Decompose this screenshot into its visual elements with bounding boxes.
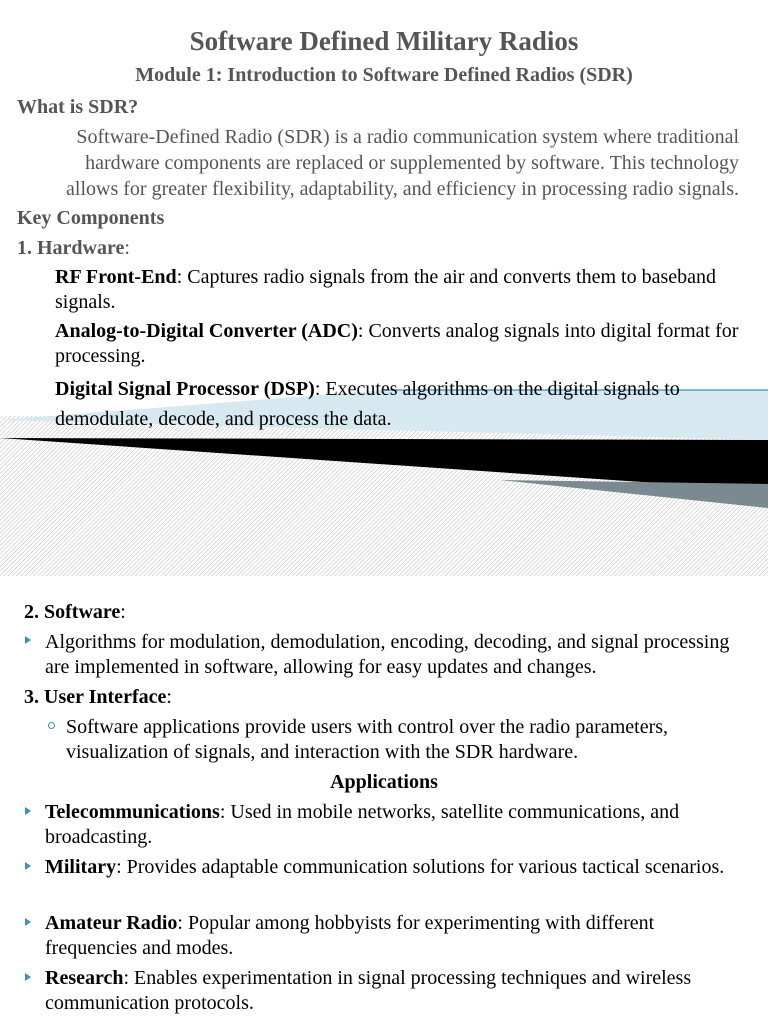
- software-heading: [24, 600, 126, 625]
- applications-heading: Applications: [330, 771, 438, 793]
- component-description: : Executes algorithms on the digital signals to demodulate, decode, and process the data.: [55, 378, 680, 430]
- component-term: Analog-to-Digital Converter (ADC): [55, 320, 358, 342]
- application-item-military: [45, 855, 745, 880]
- component-rf-front-end: [55, 265, 745, 315]
- application-description: : Popular among hobbyists for experimenting with different frequencies and modes.: [45, 912, 655, 959]
- application-description: : Provides adaptable communication solutions for various tactical scenarios.: [116, 856, 725, 878]
- triangle-bullet-icon: [25, 918, 31, 926]
- user-interface-item: Software applications provide users with control over the radio parameters, visualization of signals, and interaction with the SDR hardware.: [66, 716, 669, 763]
- user-interface-heading: [24, 685, 172, 710]
- application-item-research: [45, 966, 760, 1016]
- slide-2: [0, 576, 768, 1024]
- application-item-telecommunications: [45, 800, 745, 850]
- component-adc: [55, 319, 745, 369]
- component-description: : Captures radio signals from the air and converts them to baseband signals.: [55, 266, 716, 313]
- component-term: RF Front-End: [55, 266, 177, 288]
- intro-paragraph: [17, 124, 739, 202]
- hardware-heading-label: 1. Hardware: [17, 237, 125, 259]
- circle-bullet-icon: [48, 722, 55, 729]
- component-dsp: [55, 374, 745, 434]
- hardware-heading-colon: :: [124, 237, 130, 259]
- application-term: Military: [45, 856, 117, 878]
- application-item-amateur-radio: [45, 911, 745, 961]
- key-components-heading: Key Components: [17, 207, 165, 229]
- component-term: Digital Signal Processor (DSP): [55, 378, 315, 400]
- application-description: : Used in mobile networks, satellite communications, and broadcasting.: [45, 801, 680, 848]
- what-is-sdr-heading: What is SDR?: [17, 96, 139, 118]
- software-item: Algorithms for modulation, demodulation, encoding, decoding, and signal processing are implemented in software, allowing for easy updates and changes.: [45, 631, 730, 678]
- triangle-bullet-icon: [25, 973, 31, 981]
- software-heading-label: 2. Software: [24, 601, 121, 623]
- application-term: Amateur Radio: [45, 912, 178, 934]
- application-term: Telecommunications: [45, 801, 220, 823]
- intro-line-2: hardware components are replaced or supplemented by software. This technology: [85, 152, 739, 174]
- hardware-heading: [17, 237, 130, 260]
- user-interface-heading-label: 3. User Interface: [24, 686, 167, 708]
- software-heading-colon: :: [120, 601, 126, 623]
- module-subtitle: Module 1: Introduction to Software Defined Radios (SDR): [135, 64, 633, 86]
- triangle-bullet-icon: [25, 807, 31, 815]
- intro-line-3: allows for greater flexibility, adaptability, and efficiency in processing radio signals.: [66, 178, 739, 200]
- application-description: : Enables experimentation in signal processing techniques and wireless communication protocols.: [45, 967, 692, 1014]
- triangle-bullet-icon: [25, 862, 31, 870]
- user-interface-heading-colon: :: [166, 686, 172, 708]
- triangle-bullet-icon: [25, 636, 31, 644]
- intro-line-1: Software-Defined Radio (SDR) is a radio communication system where traditional: [76, 126, 739, 148]
- component-description: : Converts analog signals into digital format for processing.: [55, 320, 739, 367]
- application-term: Research: [45, 967, 124, 989]
- page-title: Software Defined Military Radios: [189, 26, 579, 56]
